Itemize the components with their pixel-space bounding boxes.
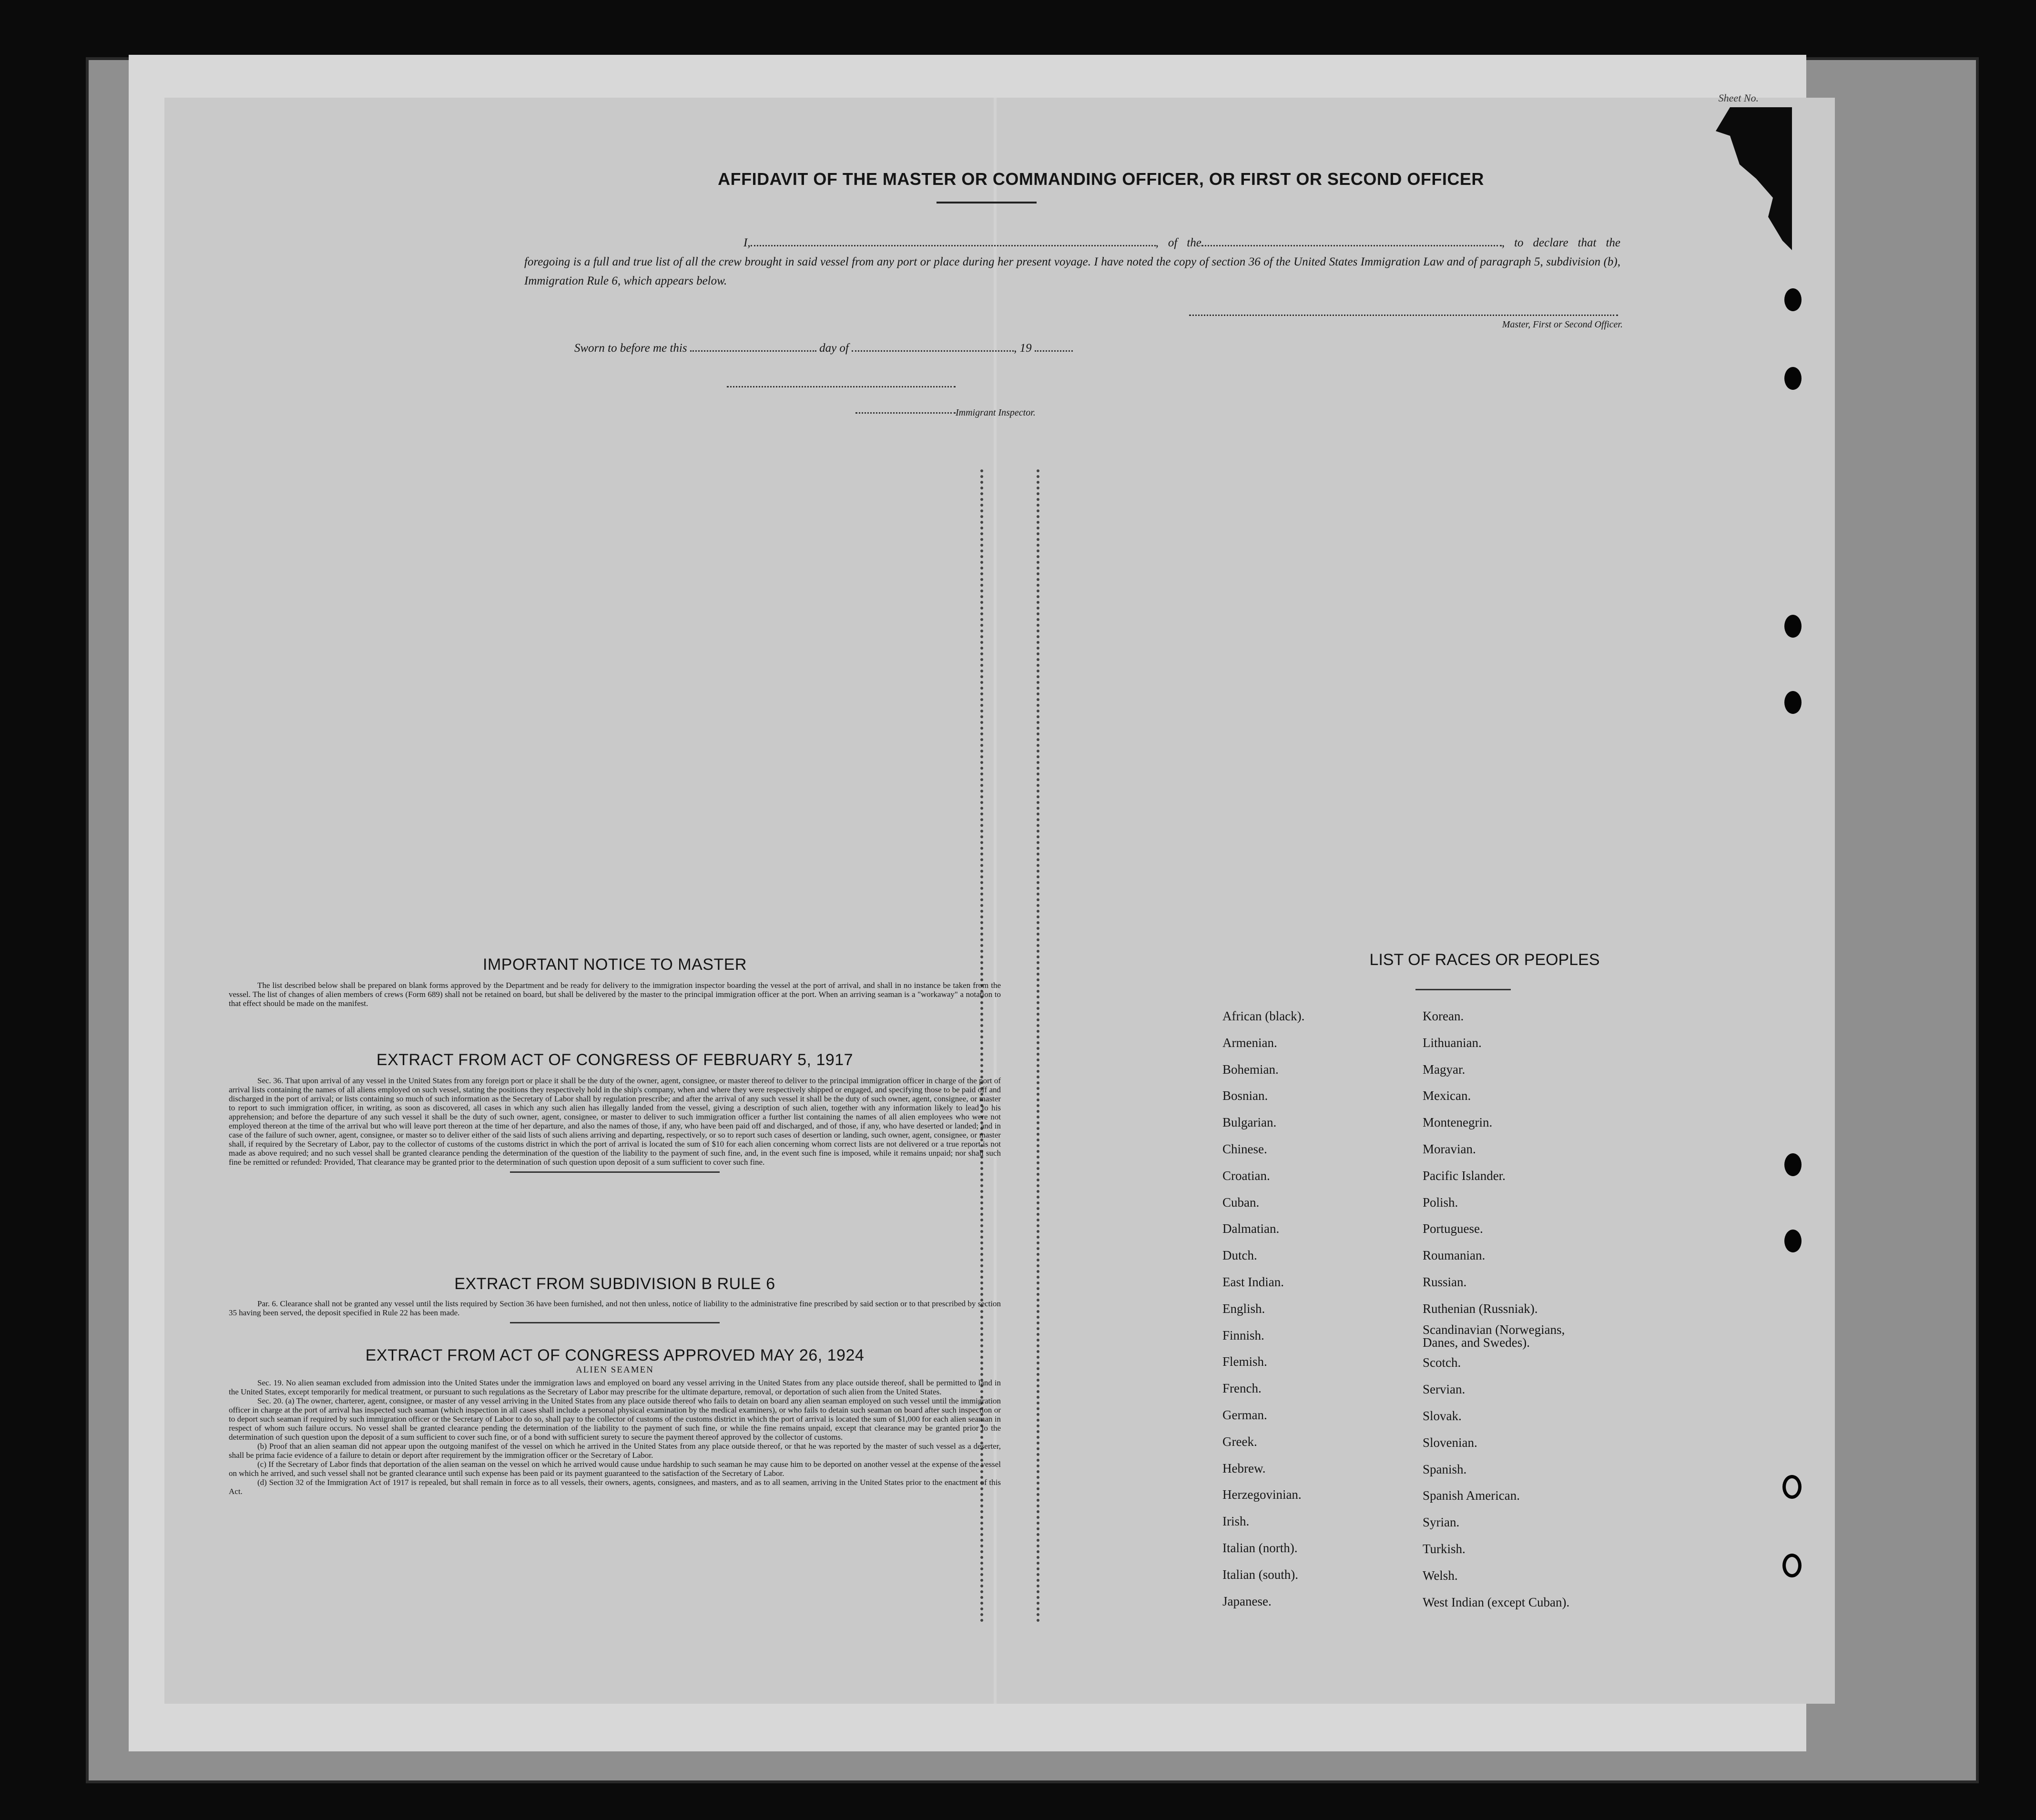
extract-1924-subtitle: ALIEN SEAMEN bbox=[576, 1365, 654, 1375]
inspector-caption: Immigrant Inspector. bbox=[956, 407, 1036, 418]
sheet-number-label: Sheet No. bbox=[1718, 92, 1759, 104]
race-item: Italian (north). bbox=[1222, 1540, 1298, 1555]
punch-hole bbox=[1784, 1153, 1802, 1176]
extract-1924-para: Sec. 20. (a) The owner, charterer, agent, consignee, or master of any vessel arriving in the United States from any place outside thereof who fails to detain on board any alien seaman employed on such vessel until the immigration officer in charge at the port of arrival has inspected such seaman (which inspection in all cases shall include a personal physical examination by the medical examiners), or who fails to detain such seaman on board after such inspection or to deport such seaman if required by such immigration officer or the Secretary of Labor to do so, shall pay to the collector of customs of the customs district in which the port of arrival is located the sum of $1,000 for each alien seaman in respect of whom such failure occurs. No vessel shall be granted clearance pending the determination of the liability to the payment of such fine, or while the fine remains unpaid, except that clearance may be granted prior to the determination of such question upon the deposit of a sum sufficient to cover such fine, or of a bond with sufficient surety to secure the payment thereof approved by the collector of customs. bbox=[229, 1396, 1001, 1442]
race-item: Scandinavian (Norwegians, Danes, and Swedes). bbox=[1423, 1322, 1565, 1350]
race-item: Pacific Islander. bbox=[1423, 1168, 1506, 1183]
inspector-signature-line bbox=[727, 386, 956, 387]
extract-1917-text: Sec. 36. That upon arrival of any vessel in the United States from any foreign port or place it shall be the duty of the owner, agent, consignee, or master thereof to deliver to the principal immigration officer in charge of the port of arrival lists containing the names of all aliens employed on such vessel, stating the positions they respectively hold in the ship's company, when and where they were respectively shipped or engaged, and specifying those to be paid off and discharged in the port of arrival; or lists containing so much of such information as the Secretary of Labor shall by regulation prescribe; and after the arrival of any such vessel it shall be the duty of such owner, agent, consignee, or master to report to such immigration officer, in writing, as soon as discovered, all cases in which any such alien has illegally landed from the vessel, giving a description of such alien, together with any information likely to lead to his apprehension; and before the departure of any such vessel it shall be the duty of such owner, agent, consignee, or master to deliver to such immigration officer a further list containing the names of all alien employees who were not employed thereon at the time of the arrival but who will leave port thereon at the time of her departure, and also the names of those, if any, who have been paid off and discharged, and of those, if any, who have deserted or landed; and in case of the failure of such owner, agent, consignee, or master so to deliver either of the said lists of such aliens arriving and departing, respectively, or so to report such cases of desertion or landing, such owner, agent, consignee, or master shall, if required by the Secretary of Labor, pay to the collector of customs of the customs district in which the port of arrival is located the sum of $10 for each alien concerning whom correct lists are not delivered or a true report is not made as above required; and no such vessel shall be granted clearance pending the determination of the question of the liability to the payment of such fine, and, in the event such fine is imposed, while it remains unpaid; nor shall such fine be remitted or refunded: Provided, That clearance may be granted prior to the determination of such question upon deposit of a sum sufficient to cover such fine. bbox=[229, 1076, 1001, 1167]
sworn-day-blank bbox=[690, 342, 816, 352]
race-item: East Indian. bbox=[1222, 1274, 1284, 1289]
punch-hole-ring bbox=[1782, 1475, 1802, 1499]
race-item: Slovenian. bbox=[1423, 1435, 1477, 1450]
extract-1924-para: Sec. 19. No alien seaman excluded from admission into the United States under the immigration laws and employed on board any vessel arriving in the United States from any place outside thereof, shall be permitted to land in the United States, except temporarily for medical treatment, or pursuant to such regulations as the Secretary of Labor may prescribe for the ultimate departure, removal, or deportation of such alien from the United States. bbox=[229, 1378, 1001, 1396]
race-item: Roumanian. bbox=[1423, 1248, 1486, 1263]
races-rule bbox=[1415, 989, 1511, 990]
race-item: Bosnian. bbox=[1222, 1088, 1268, 1103]
races-column-2 bbox=[1423, 1003, 1580, 1616]
important-notice bbox=[229, 956, 1001, 1008]
race-item: Croatian. bbox=[1222, 1168, 1270, 1183]
race-item: Moravian. bbox=[1423, 1141, 1476, 1156]
race-item: Slovak. bbox=[1423, 1408, 1462, 1423]
punch-hole bbox=[1784, 367, 1802, 390]
race-item: Mexican. bbox=[1423, 1088, 1471, 1103]
punch-hole bbox=[1784, 1230, 1802, 1252]
section-divider bbox=[510, 1322, 720, 1323]
sworn-day-of: day of bbox=[819, 342, 849, 355]
race-item: German. bbox=[1222, 1407, 1267, 1422]
race-item: Flemish. bbox=[1222, 1354, 1267, 1369]
race-item: Spanish American. bbox=[1423, 1488, 1520, 1503]
vessel-blank bbox=[1201, 236, 1502, 246]
punch-hole bbox=[1784, 691, 1802, 714]
affidavit-statement bbox=[524, 234, 1620, 291]
race-item: Italian (south). bbox=[1222, 1567, 1298, 1582]
race-item: Cuban. bbox=[1222, 1195, 1260, 1210]
document-page bbox=[164, 92, 1835, 1704]
race-item: Welsh. bbox=[1423, 1568, 1458, 1583]
race-item: Polish. bbox=[1423, 1195, 1458, 1210]
extract-1917 bbox=[229, 1051, 1001, 1178]
extract-1924-para: (d) Section 32 of the Immigration Act of 1917 is repealed, but shall remain in force as to all vessels, their owners, agents, consignees, and masters, and as to all seamen, arriving in the United States prior to the enactment of this Act. bbox=[229, 1478, 1001, 1496]
race-item: African (black). bbox=[1222, 1009, 1305, 1023]
race-item: Bulgarian. bbox=[1222, 1115, 1277, 1130]
race-item: Scotch. bbox=[1423, 1355, 1461, 1370]
notice-text: The list described below shall be prepared on blank forms approved by the Department and be ready for delivery to the immigration inspector boarding the vessel at the port of arrival, and shall in no instance be taken from the vessel. The list of changes of alien members of crews (Form 689) shall not be retained on board, but shall be delivered by the master to the principal immigration officer at the port. When an arriving seaman is a "workaway" a notation to that effect should be made on the manifest. bbox=[229, 981, 1001, 1008]
race-item: Greek. bbox=[1222, 1434, 1257, 1449]
race-item: Magyar. bbox=[1423, 1062, 1466, 1077]
master-signature-line bbox=[1189, 315, 1618, 316]
race-item: Lithuanian. bbox=[1423, 1035, 1482, 1050]
sworn-prefix: Sworn to before me this bbox=[574, 342, 687, 355]
affidavit-declaration: , to declare that the foregoing is a full and true list of all the crew brought in said vessel from any port or place during her present voyage. I have noted the copy of section 36 of the United States Immigration Law and of paragraph 5, subdivision (b), Immigration Rule 6, which appears below. bbox=[524, 236, 1620, 287]
extract-rule6-text: Par. 6. Clearance shall not be granted any vessel until the lists required by Section 36 have been furnished, and not then unless, notice of liability to the administrative fine prescribed by said section or to that prescribed by section 35 having been served, the deposit specified in Rule 22 has been made. bbox=[229, 1299, 1001, 1317]
dotted-column-right bbox=[1037, 469, 1043, 1623]
race-item: Spanish. bbox=[1423, 1462, 1467, 1476]
punch-hole bbox=[1784, 288, 1802, 311]
affidavit-of-the: , of the bbox=[1155, 236, 1201, 249]
punch-hole bbox=[1784, 615, 1802, 638]
extract-1924-para: (b) Proof that an alien seaman did not appear upon the outgoing manifest of the vessel on which he arrived in the United States from any place outside thereof, or that he was reported by the master of such vessel as a deserter, shall be prima facie evidence of a failure to detain or deport after requirement by the immigration officer or the Secretary of Labor. bbox=[229, 1442, 1001, 1460]
punch-hole-ring bbox=[1782, 1554, 1802, 1577]
race-item: Dutch. bbox=[1222, 1248, 1257, 1263]
sworn-statement bbox=[574, 342, 1073, 355]
race-item: Korean. bbox=[1423, 1009, 1464, 1023]
extract-rule6 bbox=[229, 1275, 1001, 1328]
races-column-1 bbox=[1222, 1003, 1304, 1615]
title-rule bbox=[937, 202, 1037, 203]
race-item: Japanese. bbox=[1222, 1594, 1272, 1608]
race-item: Turkish. bbox=[1423, 1541, 1466, 1556]
sworn-year-blank bbox=[1035, 342, 1073, 352]
race-item: Hebrew. bbox=[1222, 1461, 1266, 1475]
races-title: LIST OF RACES OR PEOPLES bbox=[1369, 951, 1600, 969]
sworn-year: , 19 bbox=[1014, 342, 1032, 355]
extract-1917-title: EXTRACT FROM ACT OF CONGRESS OF FEBRUARY 5, 1917 bbox=[376, 1051, 854, 1069]
race-item: Syrian. bbox=[1423, 1515, 1460, 1530]
master-caption: Master, First or Second Officer. bbox=[1502, 319, 1623, 330]
race-item: Bohemian. bbox=[1222, 1062, 1279, 1077]
race-item: Russian. bbox=[1423, 1274, 1467, 1289]
extract-1924-title: EXTRACT FROM ACT OF CONGRESS APPROVED MAY 26, 1924 bbox=[365, 1346, 865, 1364]
affidavit-title: AFFIDAVIT OF THE MASTER OR COMMANDING OFFICER, OR FIRST OR SECOND OFFICER bbox=[718, 169, 1484, 189]
race-item: Portuguese. bbox=[1423, 1221, 1483, 1236]
race-item: Herzegovinian. bbox=[1222, 1487, 1302, 1502]
race-item: Ruthenian (Russniak). bbox=[1423, 1301, 1538, 1316]
race-item: English. bbox=[1222, 1301, 1265, 1316]
affidavit-i: I, bbox=[743, 236, 751, 249]
extract-rule6-title: EXTRACT FROM SUBDIVISION B RULE 6 bbox=[454, 1275, 775, 1293]
race-item: Dalmatian. bbox=[1222, 1221, 1280, 1236]
inspector-short-line bbox=[855, 412, 956, 414]
race-item: Servian. bbox=[1423, 1382, 1466, 1397]
notice-title: IMPORTANT NOTICE TO MASTER bbox=[483, 956, 747, 974]
race-item: Montenegrin. bbox=[1423, 1115, 1493, 1130]
extract-1924 bbox=[229, 1346, 1001, 1496]
race-item: West Indian (except Cuban). bbox=[1423, 1595, 1570, 1609]
race-item: Armenian. bbox=[1222, 1035, 1277, 1050]
race-item: Finnish. bbox=[1222, 1328, 1264, 1342]
race-item: French. bbox=[1222, 1381, 1262, 1396]
race-item: Irish. bbox=[1222, 1514, 1250, 1529]
sworn-month-blank bbox=[852, 342, 1014, 352]
extract-1924-para: (c) If the Secretary of Labor finds that deportation of the alien seaman on the vessel on which he arrived would cause undue hardship to such seaman he may cause him to be deported on another vessel at the expense of the vessel on which he arrived, and such vessel shall not be granted clearance until such expense has been paid or its payment guaranteed to the satisfaction of the Secretary of Labor. bbox=[229, 1460, 1001, 1478]
race-item: Chinese. bbox=[1222, 1141, 1267, 1156]
name-blank bbox=[751, 236, 1156, 246]
section-divider bbox=[510, 1171, 720, 1173]
